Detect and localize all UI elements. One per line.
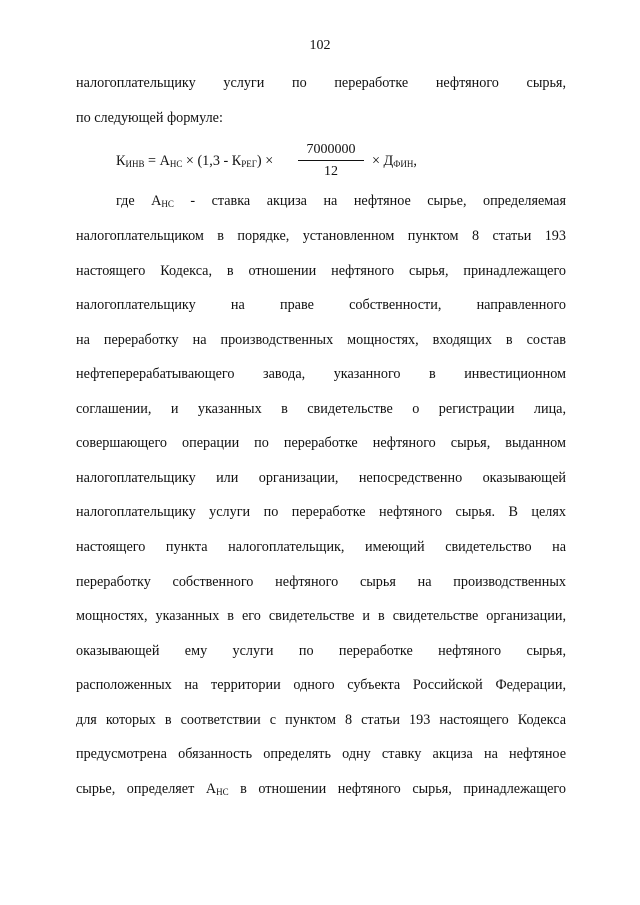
formula-left: КИНВ = АНС × (1,3 - КРЕГ) ×: [116, 153, 274, 169]
fraction-denominator: 12: [324, 164, 338, 179]
text-line: нефтеперерабатывающего завода, указанного в инвестиционном: [76, 366, 566, 382]
text-line: по следующей формуле:: [76, 110, 223, 126]
text-line: налогоплательщику услуги по переработке нефтяного сырья,: [76, 75, 566, 91]
text-line: на переработку на производственных мощностях, входящих в состав: [76, 332, 566, 348]
text-line: оказывающей ему услуги по переработке нефтяного сырья,: [76, 643, 566, 659]
page-number: 102: [309, 38, 331, 53]
text-line: для которых в соответствии с пунктом 8 статьи 193 настоящего Кодекса: [76, 712, 566, 728]
text-line: мощностях, указанных в его свидетельстве и в свидетельстве организации,: [76, 608, 566, 624]
text-line: налогоплательщику или организации, непосредственно оказывающей: [76, 470, 566, 486]
text-line: соглашении, и указанных в свидетельстве о регистрации лица,: [76, 401, 566, 417]
text-line: налогоплательщику услуги по переработке нефтяного сырья. В целях: [76, 504, 566, 520]
text-line: предусмотрена обязанность определять одну ставку акциза на нефтяное: [76, 746, 566, 762]
fraction-bar: [298, 160, 364, 161]
text-line: настоящего Кодекса, в отношении нефтяного сырья, принадлежащего: [76, 263, 566, 279]
text-line: переработку собственного нефтяного сырья на производственных: [76, 574, 566, 590]
text-line: сырье, определяет АНС в отношении нефтяного сырья, принадлежащего: [76, 781, 566, 797]
text-line: настоящего пункта налогоплательщик, имеющий свидетельство на: [76, 539, 566, 555]
formula-right: × ДФИН,: [372, 153, 417, 169]
text-line: где АНС - ставка акциза на нефтяное сырье, определяемая: [116, 193, 566, 209]
text-line: налогоплательщику на праве собственности, направленного: [76, 297, 566, 313]
formula-fraction: [298, 142, 364, 180]
text-line: расположенных на территории одного субъекта Российской Федерации,: [76, 677, 566, 693]
text-line: налогоплательщиком в порядке, установленном пунктом 8 статьи 193: [76, 228, 566, 244]
fraction-numerator: 7000000: [306, 142, 356, 157]
text-line: совершающего операции по переработке нефтяного сырья, выданном: [76, 435, 566, 451]
